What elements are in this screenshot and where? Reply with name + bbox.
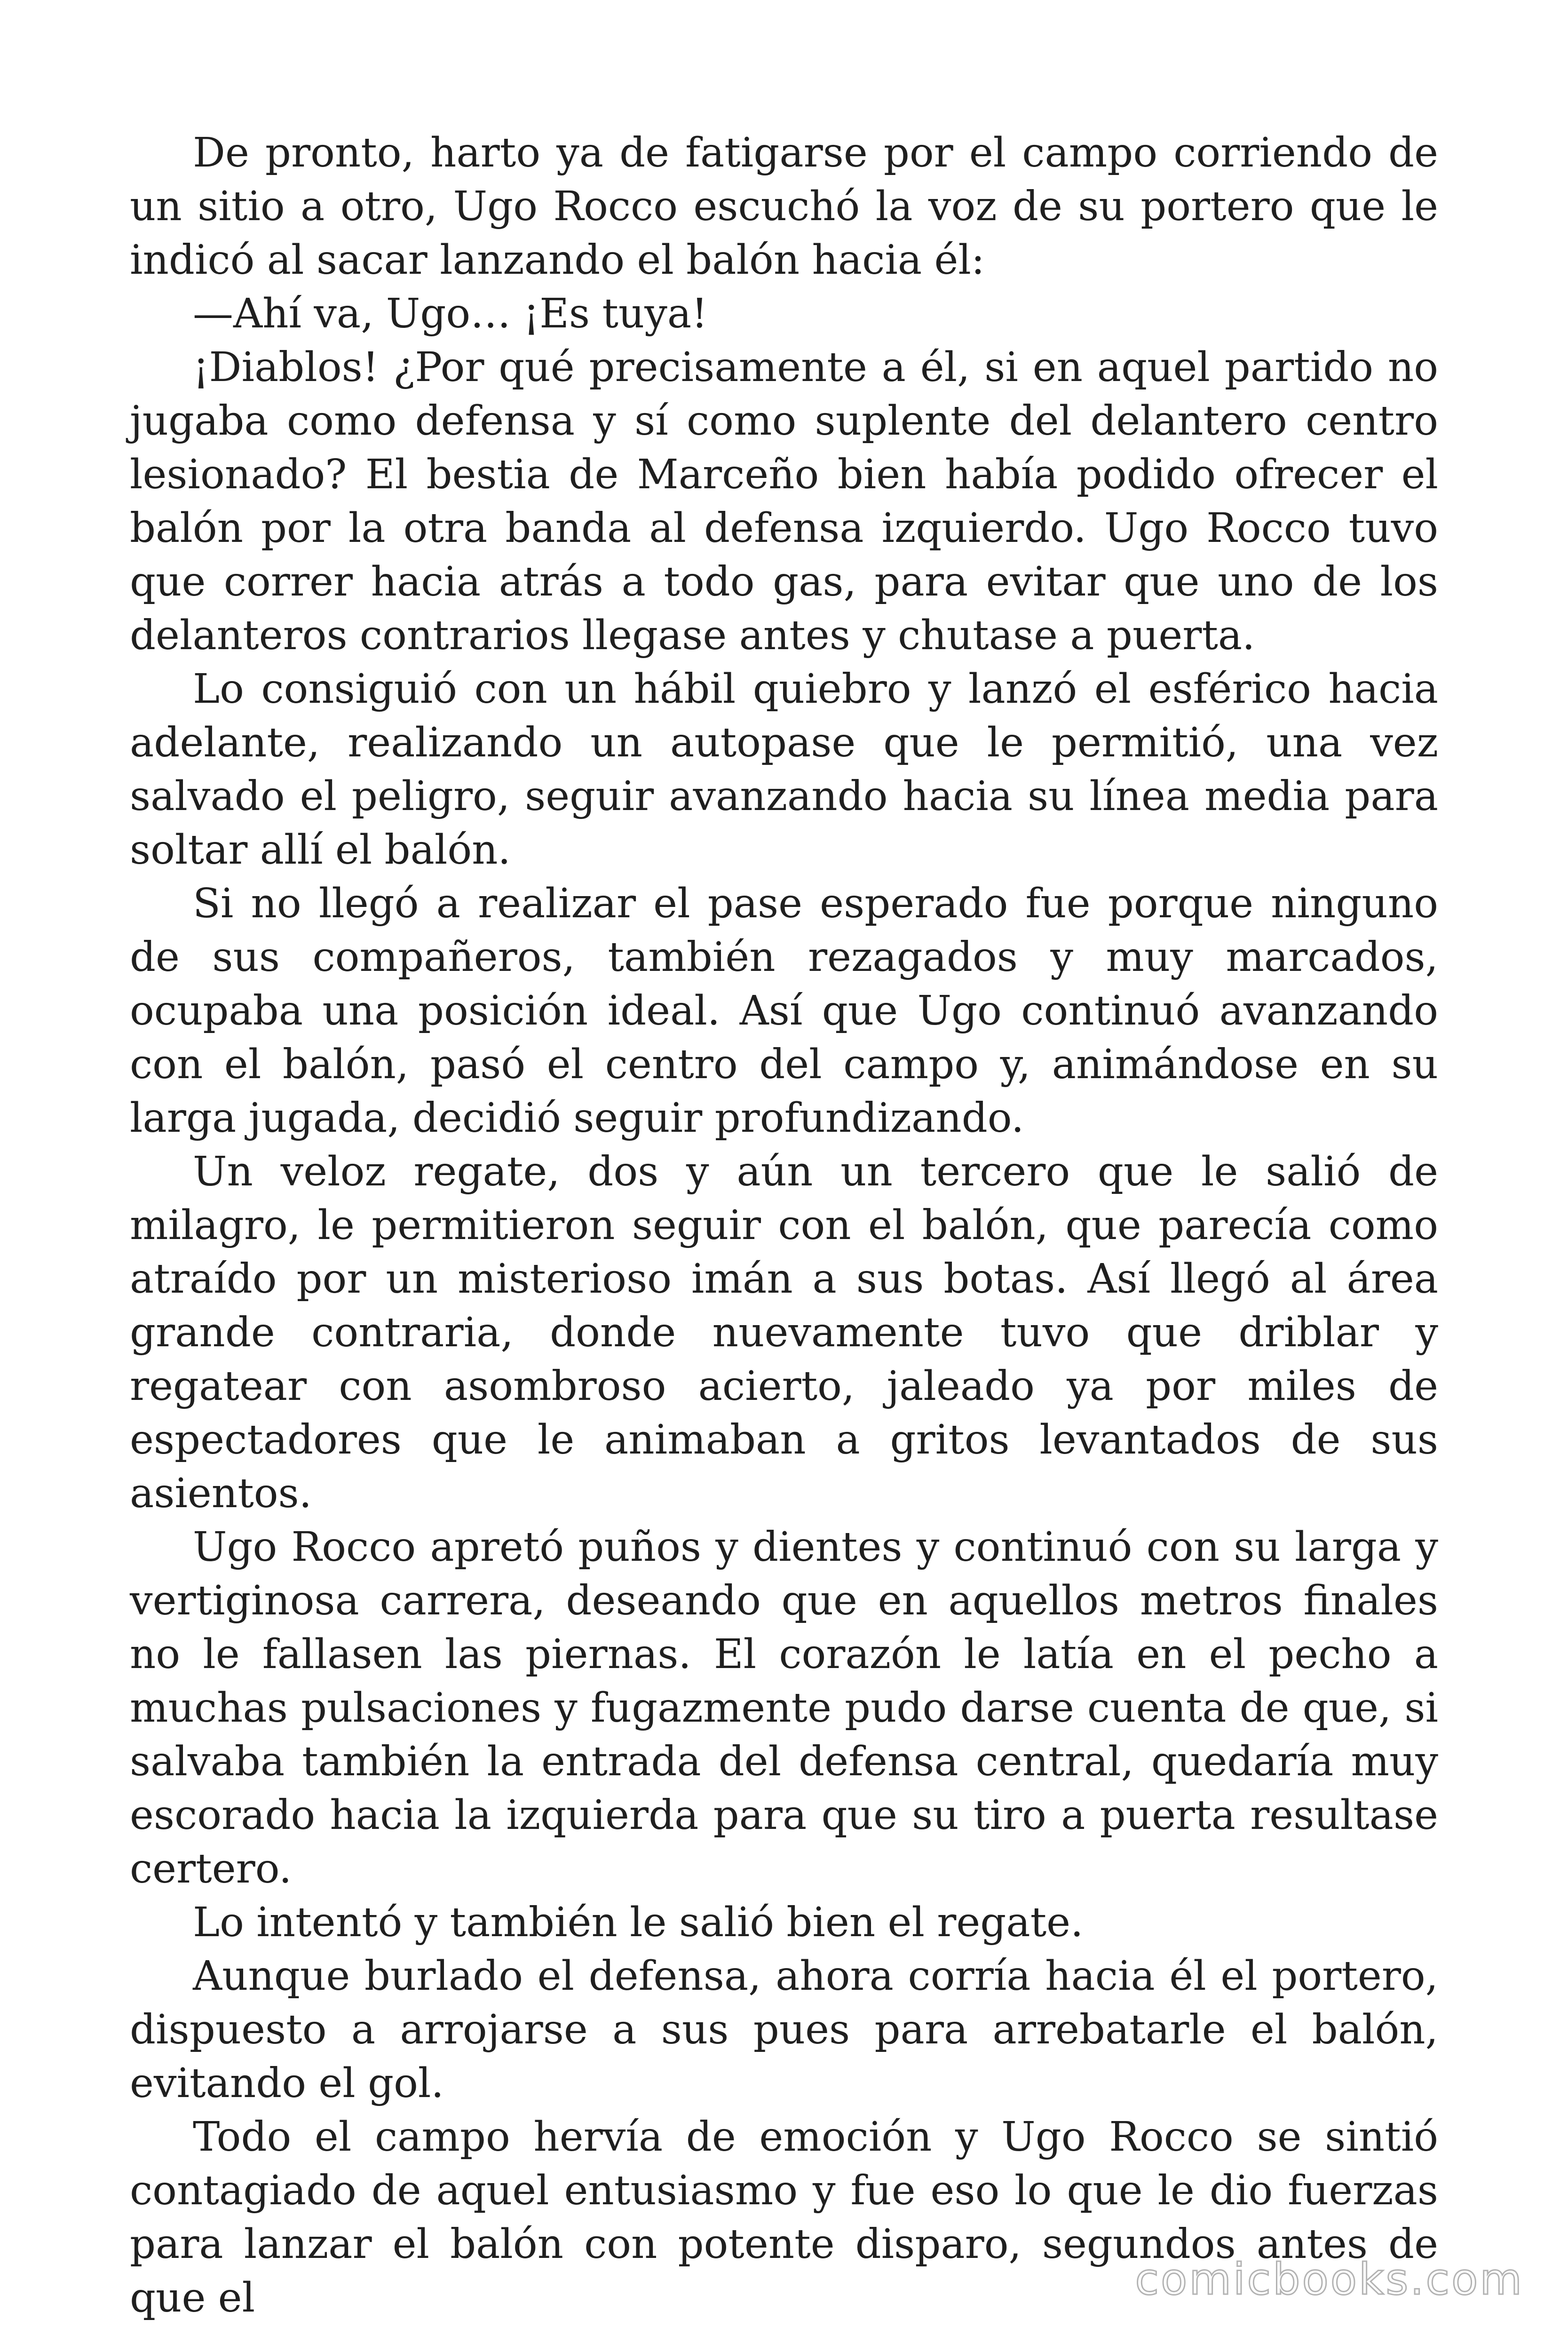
- paragraph-9: Aunque burlado el defensa, ahora corría hacia él el portero, dispuesto a arrojarse a sus pues para arrebatarle el balón, evitando el gol.: [130, 1953, 1438, 2107]
- paragraph-2: —Ahí va, Ugo… ¡Es tuya!: [193, 290, 708, 337]
- paragraph-10: Todo el campo hervía de emoción y Ugo Rocco se sintió contagiado de aquel entusiasmo y fue eso lo que le dio fuerzas para lanzar el balón con potente disparo, segundos antes de que el: [130, 2114, 1438, 2321]
- paragraph-6: Un veloz regate, dos y aún un tercero que le salió de milagro, le permitieron seguir con el balón, que parecía como atraído por un misterioso imán a sus botas. Así llegó al área grande contraria, donde nuevamente tuvo que driblar y regatear con asombroso acierto, jaleado ya por miles de espectadores que le animaban a gritos levantados de sus asientos.: [130, 1148, 1438, 1517]
- watermark: comicbooks.com: [1135, 2254, 1524, 2304]
- paragraph-3: ¡Diablos! ¿Por qué precisamente a él, si en aquel partido no jugaba como defensa y sí como suplente del delantero centro lesionado? El bestia de Marceño bien había podido ofrecer el balón por la otra banda al defensa izquierdo. Ugo Rocco tuvo que correr hacia atrás a todo gas, para evitar que uno de los delanteros contrarios llegase antes y chutase a puerta.: [130, 344, 1438, 659]
- paragraph-4: Lo consiguió con un hábil quiebro y lanzó el esférico hacia adelante, realizando un autopase que le permitió, una vez salvado el peligro, seguir avanzando hacia su línea media para soltar allí el balón.: [130, 666, 1438, 874]
- paragraph-1: De pronto, harto ya de fatigarse por el campo corriendo de un sitio a otro, Ugo Rocco escuchó la voz de su portero que le indicó al sacar lanzando el balón hacia él:: [130, 129, 1438, 284]
- paragraph-8: Lo intentó y también le salió bien el regate.: [193, 1899, 1084, 1946]
- paragraph-5: Si no llegó a realizar el pase esperado fue porque ninguno de sus compañeros, también rezagados y muy marcados, ocupaba una posición ideal. Así que Ugo continuó avanzando con el balón, pasó el centro del campo y, animándose en su larga jugada, decidió seguir profundizando.: [130, 880, 1438, 1142]
- paragraph-7: Ugo Rocco apretó puños y dientes y continuó con su larga y vertiginosa carrera, deseando que en aquellos metros finales no le fallasen las piernas. El corazón le latía en el pecho a muchas pulsaciones y fugazmente pudo darse cuenta de que, si salvaba también la entrada del defensa central, quedaría muy escorado hacia la izquierda para que su tiro a puerta resultase certero.: [130, 1524, 1438, 1892]
